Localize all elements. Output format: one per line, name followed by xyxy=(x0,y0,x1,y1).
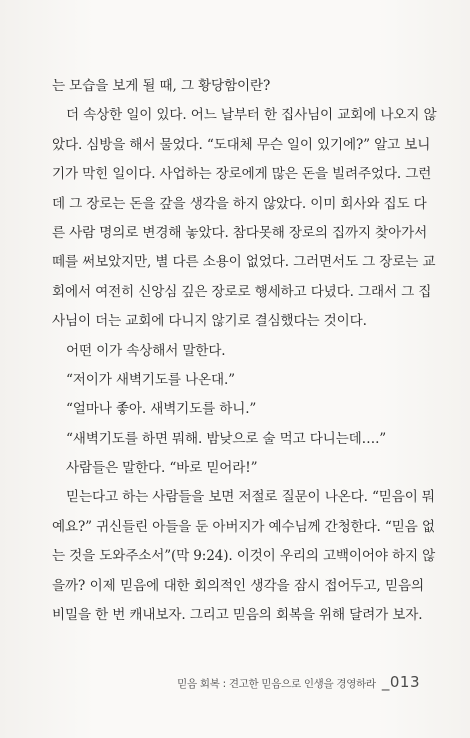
text-line: “얼마나 좋아. 새벽기도를 하니.” xyxy=(66,401,257,418)
text-line: 데 그 장로는 돈을 갚을 생각을 하지 않았다. 이미 회사와 집도 다 xyxy=(52,195,427,212)
text-line: 았다. 심방을 해서 물었다. “도대체 무슨 일이 있기에?” 알고 보니 xyxy=(52,136,431,153)
text-line: 떼를 써보았지만, 별 다른 소용이 없었다. 그러면서도 그 장로는 교 xyxy=(52,254,436,271)
page-number: _013 xyxy=(381,673,420,691)
body-text xyxy=(52,72,437,630)
text-line: 기가 막힌 일이다. 사업하는 장로에게 많은 돈을 빌려주었다. 그런 xyxy=(52,166,432,183)
text-line: 어떤 이가 속상해서 말한다. xyxy=(66,342,226,359)
text-line: 는 모습을 보게 될 때, 그 황당함이란? xyxy=(52,78,271,94)
text-line: 사님이 더는 교회에 다니지 않기로 결심했다는 것이다. xyxy=(52,313,367,330)
text-line: “새벽기도를 하면 뭐해. 밤낮으로 술 먹고 다니는데….” xyxy=(66,430,387,447)
text-line: 예요?” 귀신들린 아들을 둔 아버지가 예수님께 간청한다. “믿음 없 xyxy=(52,518,435,535)
running-title: 믿음 회복 : 견고한 믿음으로 인생을 경영하라 xyxy=(177,678,376,690)
text-line: 비밀을 한 번 캐내보자. 그리고 믿음의 회복을 위해 달려가 보자. xyxy=(52,607,423,624)
text-line: 회에서 여전히 신앙심 깊은 장로로 행세하고 다녔다. 그래서 그 집 xyxy=(52,283,432,300)
text-line: “저이가 새벽기도를 나온대.” xyxy=(66,371,235,388)
text-line: 더 속상한 일이 있다. 어느 날부터 한 집사님이 교회에 나오지 않 xyxy=(66,107,437,124)
text-line: 른 사람 명의로 변경해 놓았다. 참다못해 장로의 집까지 찾아가서 xyxy=(52,224,428,241)
text-line: 믿는다고 하는 사람들을 보면 저절로 질문이 나온다. “믿음이 뭐 xyxy=(66,489,435,506)
text-line: 는 것을 도와주소서”(막 9:24). 이것이 우리의 고백이어야 하지 않 xyxy=(52,548,436,565)
text-line: 사람들은 말한다. “바로 믿어라!” xyxy=(66,460,258,477)
page-footer xyxy=(0,672,420,691)
text-line: 을까? 이제 믿음에 대한 회의적인 생각을 잠시 접어두고, 믿음의 xyxy=(52,577,424,594)
